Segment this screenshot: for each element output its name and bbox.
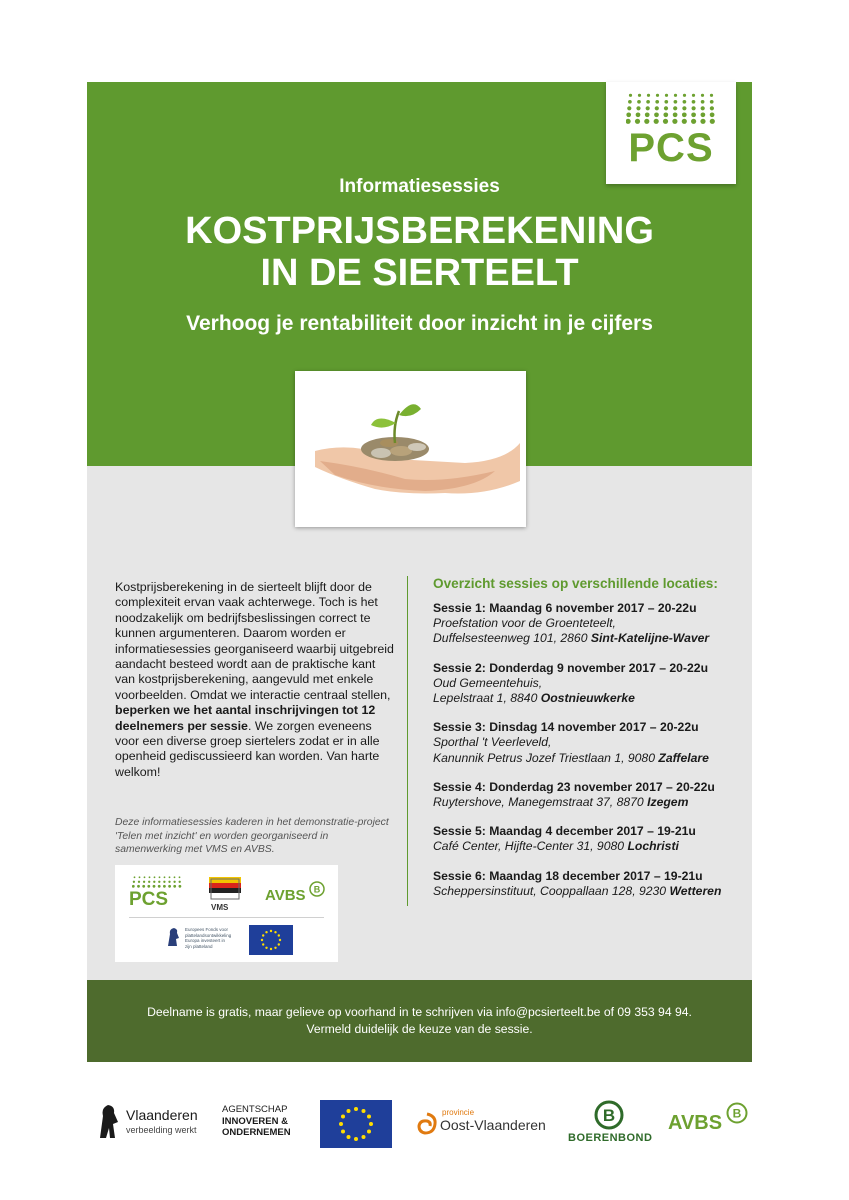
agentschap-line-1: AGENTSCHAP	[222, 1104, 288, 1115]
sessions-heading: Overzicht sessies op verschillende locaties:	[433, 576, 718, 591]
svg-text:B: B	[313, 884, 321, 895]
province-name: Oost-Vlaanderen	[440, 1117, 546, 1133]
session-item	[433, 824, 745, 854]
agentschap-line-3: ONDERNEMEN	[222, 1127, 291, 1138]
province-small-label: provincie	[442, 1108, 475, 1117]
title-line-1: KOSTPRIJSBEREKENING	[185, 210, 654, 252]
session-address	[433, 631, 745, 646]
fund-line-3: Europa investeert in	[185, 938, 226, 943]
session-street: Duffelsesteenweg 101, 2860	[433, 631, 591, 646]
province-swirl-icon	[416, 1112, 438, 1136]
eyebrow-heading: Informatiesessies	[339, 176, 500, 197]
boerenbond-text: BOERENBOND	[568, 1132, 653, 1144]
avbs-text: AVBS	[668, 1112, 723, 1134]
session-street: Lepelstraat 1, 8840	[433, 691, 541, 706]
session-city: Izegem	[647, 795, 689, 810]
subtitle: Verhoog je rentabiliteit door inzicht in je cijfers	[186, 312, 653, 335]
intro-part-1: Kostprijsberekening in de sierteelt blijft door de complexiteit ervan vaak achterwege. Toch is het noodzakelijk om bedrijfsbeslissingen correct te kunnen argumenteren. Daarom worden er informatiesessies georganiseerd waarbij uitgebreid aandacht besteed wordt aan de praktische kant van kostprijsberekening, aangevuld met enkele voorbeelden. Omdat we interactie centraal stellen,	[115, 580, 394, 702]
eu-flag-small-icon	[249, 925, 293, 955]
session-title: Sessie 6: Maandag 18 december 2017 – 19-21u	[433, 868, 703, 883]
session-title: Sessie 5: Maandag 4 december 2017 – 19-21u	[433, 824, 696, 839]
session-item	[433, 869, 745, 899]
boerenbond-badge-icon	[594, 1100, 624, 1130]
session-street: Scheppersinstituut, Cooppallaan 128, 9230	[433, 883, 670, 898]
session-city: Wetteren	[669, 883, 722, 898]
fund-text	[185, 927, 231, 949]
session-address	[433, 839, 745, 854]
session-city: Lochristi	[627, 839, 679, 854]
session-street: Café Center, Hijfte-Center 31, 9080	[433, 839, 628, 854]
project-note: Deze informatiesessies kaderen in het demonstratie-project 'Telen met inzicht' en worden georganiseerd in samenwerking met VMS en AVBS.	[115, 817, 389, 856]
session-city: Sint-Katelijne-Waver	[590, 631, 710, 646]
session-title: Sessie 3: Dinsdag 14 november 2017 – 20-22u	[433, 720, 699, 735]
partner-logos-box	[115, 865, 338, 962]
session-item	[433, 720, 745, 766]
vlaanderen-lion-icon	[96, 1102, 120, 1140]
session-address	[433, 795, 745, 810]
session-item	[433, 661, 745, 707]
session-address	[433, 691, 745, 706]
sponsor-logos	[0, 1096, 849, 1156]
vlaanderen-name: Vlaanderen	[126, 1107, 198, 1123]
session-title: Sessie 1: Maandag 6 november 2017 – 20-22u	[433, 601, 697, 615]
page-title	[87, 210, 752, 294]
boerenbond-logo	[566, 1100, 656, 1148]
eu-flag-icon	[320, 1100, 392, 1148]
intro-text	[115, 580, 397, 780]
oost-vlaanderen-logo	[416, 1108, 556, 1138]
avbs-bottom-badge-icon	[726, 1102, 748, 1124]
eu-flag-logo	[320, 1100, 392, 1153]
session-address	[433, 751, 745, 766]
registration-footer	[87, 980, 752, 1062]
agentschap-line-2: INNOVEREN &	[222, 1115, 288, 1127]
session-location: Oud Gemeentehuis,	[433, 675, 543, 690]
title-line-2: IN DE SIERTEELT	[260, 252, 579, 294]
avbs-badge-icon	[309, 881, 325, 897]
sessions-overview	[433, 576, 745, 913]
flanders-lion-icon	[165, 926, 181, 948]
vms-building-icon	[207, 875, 243, 903]
session-street: Ruytershove, Manegemstraat 37, 8870	[433, 795, 648, 810]
session-street: Kanunnik Petrus Jozef Triestlaan 1, 9080	[433, 750, 659, 765]
fund-line-4: zijn platteland	[185, 943, 213, 949]
pcs-small-dots-icon	[132, 875, 182, 889]
poster	[87, 82, 752, 1062]
session-address	[433, 884, 745, 899]
svg-text:B: B	[602, 1106, 616, 1125]
session-item	[433, 601, 745, 647]
svg-text:B: B	[732, 1106, 742, 1121]
partner-vms-text: VMS	[211, 903, 229, 912]
hands-with-coins-and-sprout-icon	[295, 371, 526, 527]
session-location: Proefstation voor de Groenteteelt,	[433, 616, 616, 631]
partner-pcs-text: PCS	[129, 889, 169, 910]
fund-line-1: Europees Fonds voor	[185, 927, 229, 932]
session-title: Sessie 2: Donderdag 9 november 2017 – 20-22u	[433, 660, 709, 675]
avbs-logo	[668, 1102, 758, 1142]
fund-line-2: plattelandsontwikkeling	[185, 932, 232, 938]
session-city: Oostnieuwkerke	[540, 691, 635, 706]
session-title: Sessie 4: Donderdag 23 november 2017 – 20-22u	[433, 779, 715, 794]
agentschap-logo	[222, 1104, 291, 1139]
partner-avbs-text: AVBS	[265, 887, 306, 904]
session-item	[433, 780, 745, 810]
session-location: Sporthal 't Veerleveld,	[433, 735, 552, 750]
intro-bold-limit: beperken we het aantal inschrijvingen tot 12 deelnemers per sessie	[115, 703, 376, 733]
footer-line-1: Deelname is gratis, maar gelieve op voorhand in te schrijven via info@pcsierteelt.be of 09 353 94 94.	[147, 1005, 692, 1019]
column-divider	[407, 576, 408, 906]
vlaanderen-logo	[96, 1102, 206, 1142]
intro-part-2: . We zorgen eveneens voor een diverse groep siertelers zodat er in alle openheid gediscussieerd kan worden. Van harte welkom!	[115, 718, 380, 779]
partner-divider	[129, 917, 324, 918]
footer-line-2: Vermeld duidelijk de keuze van de sessie.	[306, 1022, 533, 1036]
pcs-logo-text: PCS	[628, 126, 714, 170]
vlaanderen-tagline: verbeelding werkt	[126, 1125, 197, 1135]
pcs-dots-icon	[626, 92, 716, 126]
hands-coins-photo	[295, 371, 526, 527]
session-city: Zaffelare	[658, 750, 709, 765]
pcs-logo	[606, 82, 736, 184]
